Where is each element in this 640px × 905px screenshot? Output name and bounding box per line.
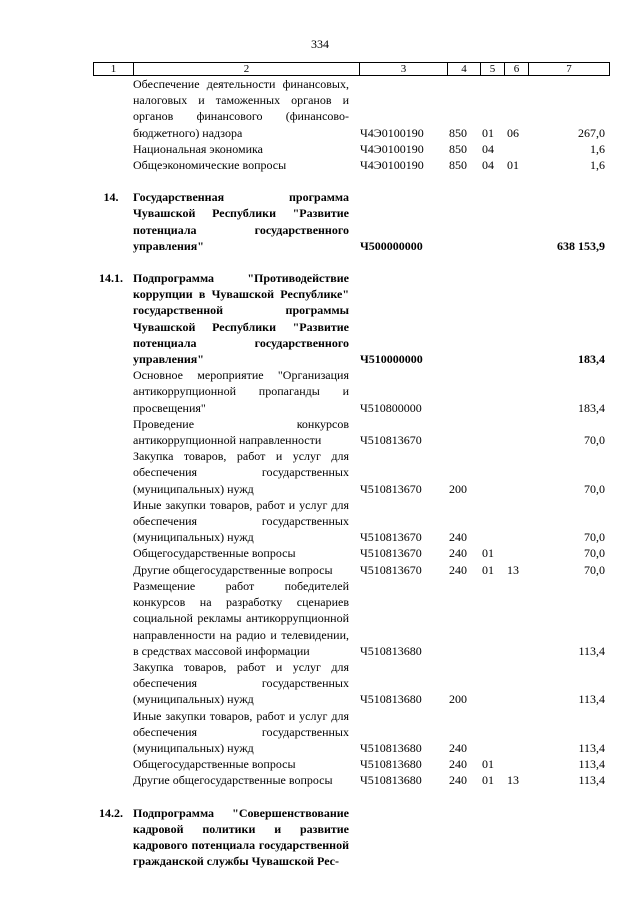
row-rz: 01 bbox=[482, 773, 494, 788]
row-name: Государственная программа Чувашской Республики "Развитие потенциала государственного управления" bbox=[133, 190, 349, 253]
table-row bbox=[93, 659, 610, 708]
row-sum: 70,0 bbox=[584, 530, 605, 545]
row-code: Ч510813670 bbox=[360, 530, 422, 545]
page-number: 334 bbox=[311, 37, 329, 51]
row-sum: 183,4 bbox=[578, 400, 605, 415]
row-code: Ч510813680 bbox=[360, 643, 422, 658]
table-row bbox=[93, 805, 610, 870]
row-rz: 01 bbox=[482, 757, 494, 772]
table-row bbox=[93, 157, 610, 173]
row-name: Основное мероприятие "Организация антикоррупционной пропаганды и просвещения" bbox=[133, 368, 349, 415]
row-number: 14. bbox=[103, 190, 119, 205]
row-vr: 850 bbox=[449, 125, 467, 140]
row-name: Общегосударственные вопросы bbox=[133, 546, 296, 561]
row-vr: 240 bbox=[449, 773, 467, 788]
row-pr: 01 bbox=[507, 158, 519, 173]
table-row bbox=[93, 497, 610, 546]
row-name: Подпрограмма "Совершенствование кадровой политики и развитие кадрового потенциала государственной гражданской службы Чувашской Рес- bbox=[133, 805, 349, 869]
table-row bbox=[93, 76, 610, 141]
row-sum: 183,4 bbox=[578, 352, 605, 367]
row-name: Общегосударственные вопросы bbox=[133, 757, 296, 772]
budget-table bbox=[93, 76, 610, 869]
row-rz: 01 bbox=[482, 125, 494, 140]
row-name: Национальная экономика bbox=[133, 141, 263, 156]
row-code: Ч4Э0100190 bbox=[360, 141, 424, 156]
row-code: Ч510813670 bbox=[360, 481, 422, 496]
row-vr: 200 bbox=[449, 481, 467, 496]
header-col-6: 6 bbox=[505, 63, 529, 75]
table-row bbox=[93, 189, 610, 254]
table-row bbox=[93, 772, 610, 788]
row-number: 14.1. bbox=[99, 271, 123, 286]
row-sum: 70,0 bbox=[584, 481, 605, 496]
row-sum: 70,0 bbox=[584, 546, 605, 561]
table-row bbox=[93, 270, 610, 367]
row-gap bbox=[93, 173, 610, 189]
row-sum: 113,4 bbox=[578, 740, 605, 755]
table-row bbox=[93, 562, 610, 578]
header-col-5: 5 bbox=[481, 63, 505, 75]
table-row bbox=[93, 708, 610, 757]
row-code: Ч510813670 bbox=[360, 546, 422, 561]
row-name: Общеэкономические вопросы bbox=[133, 158, 287, 173]
row-code: Ч4Э0100190 bbox=[360, 158, 424, 173]
row-sum: 1,6 bbox=[590, 158, 605, 173]
row-code: Ч510000000 bbox=[360, 352, 423, 367]
table-row bbox=[93, 448, 610, 497]
row-rz: 01 bbox=[482, 562, 494, 577]
row-vr: 240 bbox=[449, 757, 467, 772]
row-name: Проведение конкурсов антикоррупционной направленности bbox=[133, 416, 349, 448]
table-row bbox=[93, 367, 610, 416]
row-name: Закупка товаров, работ и услуг для обеспечения государственных (муниципальных) нужд bbox=[133, 659, 349, 707]
row-code: Ч510813680 bbox=[360, 757, 422, 772]
row-name: Размещение работ победителей конкурсов на разработку сценариев социальной рекламы антикоррупционной направленности на радио и телевидении, в средствах массовой информации bbox=[133, 578, 349, 658]
row-code: Ч510813680 bbox=[360, 692, 422, 707]
row-code: Ч510813680 bbox=[360, 773, 422, 788]
table-row bbox=[93, 578, 610, 659]
row-name: Обеспечение деятельности финансовых, налоговых и таможенных органов и органов финансового (финансово-бюджетного) надзора bbox=[133, 77, 349, 140]
row-vr: 240 bbox=[449, 562, 467, 577]
table-row bbox=[93, 756, 610, 772]
row-name: Иные закупки товаров, работ и услуг для обеспечения государственных (муниципальных) нужд bbox=[133, 497, 349, 545]
row-code: Ч510813680 bbox=[360, 740, 422, 755]
row-vr: 200 bbox=[449, 692, 467, 707]
row-code: Ч510813670 bbox=[360, 433, 422, 448]
header-col-4: 4 bbox=[448, 63, 481, 75]
row-vr: 240 bbox=[449, 740, 467, 755]
table-row bbox=[93, 141, 610, 157]
row-vr: 850 bbox=[449, 158, 467, 173]
row-sum: 70,0 bbox=[584, 433, 605, 448]
row-name: Другие общегосударственные вопросы bbox=[133, 562, 333, 577]
row-number: 14.2. bbox=[99, 805, 123, 820]
row-vr: 850 bbox=[449, 141, 467, 156]
header-col-7: 7 bbox=[566, 63, 572, 75]
row-name: Закупка товаров, работ и услуг для обеспечения государственных (муниципальных) нужд bbox=[133, 449, 349, 496]
row-sum: 113,4 bbox=[578, 773, 605, 788]
row-pr: 13 bbox=[507, 773, 519, 788]
row-sum: 70,0 bbox=[584, 562, 605, 577]
row-vr: 240 bbox=[449, 530, 467, 545]
row-vr: 240 bbox=[449, 546, 467, 561]
header-col-2: 2 bbox=[134, 63, 360, 75]
row-sum: 267,0 bbox=[578, 125, 605, 140]
header-col-3: 3 bbox=[360, 63, 448, 75]
row-pr: 06 bbox=[507, 125, 519, 140]
row-code: Ч4Э0100190 bbox=[360, 125, 424, 140]
table-header bbox=[93, 62, 610, 76]
row-code: Ч510800000 bbox=[360, 400, 422, 415]
row-rz: 01 bbox=[482, 546, 494, 561]
row-code: Ч510813670 bbox=[360, 562, 422, 577]
row-pr: 13 bbox=[507, 562, 519, 577]
row-gap bbox=[93, 789, 610, 805]
row-sum: 113,4 bbox=[578, 757, 605, 772]
row-gap bbox=[93, 254, 610, 270]
row-rz: 04 bbox=[482, 158, 494, 173]
header-col-1: 1 bbox=[94, 63, 134, 75]
row-rz: 04 bbox=[482, 141, 494, 156]
row-sum: 113,4 bbox=[578, 643, 605, 658]
row-name: Другие общегосударственные вопросы bbox=[133, 773, 333, 788]
row-sum: 1,6 bbox=[590, 141, 605, 156]
row-code: Ч500000000 bbox=[360, 238, 423, 253]
row-sum: 638 153,9 bbox=[557, 238, 605, 253]
table-row bbox=[93, 416, 610, 448]
row-name: Иные закупки товаров, работ и услуг для обеспечения государственных (муниципальных) нужд bbox=[133, 708, 349, 755]
row-sum: 113,4 bbox=[578, 692, 605, 707]
table-row bbox=[93, 545, 610, 561]
row-name: Подпрограмма "Противодействие коррупции в Чувашской Республике" государственной программы Чувашской Республики "Развитие потенциала государственного управления" bbox=[133, 271, 349, 367]
